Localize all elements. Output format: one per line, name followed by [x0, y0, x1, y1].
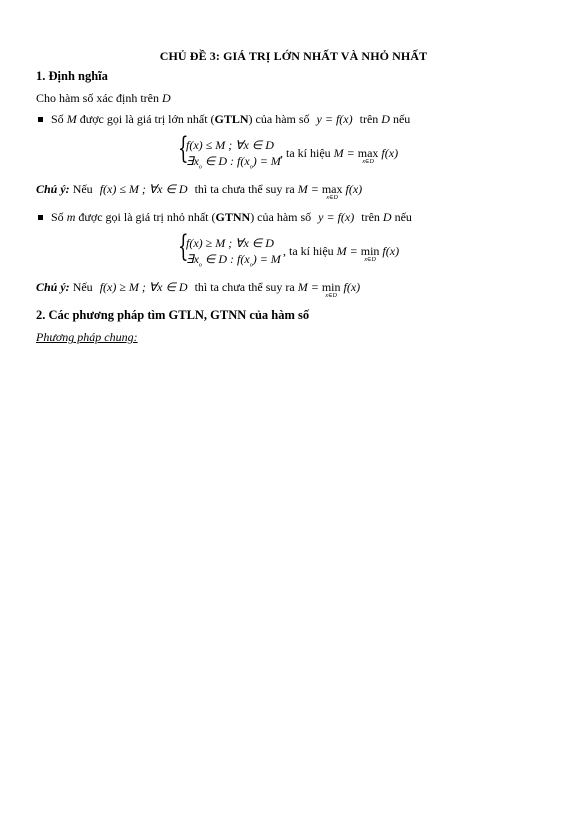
text-segment: được gọi là giá trị nhỏ nhất (	[75, 210, 216, 224]
math-segment: ) = M	[252, 252, 281, 266]
method-label: Phương pháp chung:	[36, 330, 138, 344]
variable-D: D	[382, 210, 392, 224]
operator-limit: x∈D	[364, 257, 376, 263]
text-segment: thì ta chưa thể suy ra	[191, 280, 298, 294]
operator-text: max	[321, 182, 343, 196]
text-segment: nếu	[389, 112, 411, 126]
subscript: o	[249, 262, 253, 269]
condition-expr: f(x) ≥ M ; ∀x ∈ D	[99, 280, 188, 294]
abbr-gtnn: GTNN	[215, 210, 251, 224]
brace-icon: {	[178, 229, 189, 264]
note-min	[36, 280, 361, 299]
subscript: o	[198, 262, 202, 269]
subscript: o	[249, 164, 253, 171]
text-segment: ) của hàm số	[250, 210, 315, 224]
text-segment: Số	[51, 112, 67, 126]
math-segment: M =	[336, 244, 361, 258]
text-segment: , ta kí hiệu	[280, 146, 334, 160]
max-system-line-2	[186, 155, 281, 170]
math-segment: ∃x	[186, 154, 199, 168]
operator-text: max	[357, 146, 379, 160]
min-definition-line	[38, 211, 412, 223]
text-segment: , ta kí hiệu	[283, 244, 337, 258]
text-segment: ) của hàm số	[248, 112, 313, 126]
math-segment: f(x)	[340, 280, 361, 294]
subscript: o	[198, 164, 202, 171]
text-segment: trên	[358, 210, 383, 224]
note-label: Chú ý:	[36, 182, 70, 196]
variable-m: m	[66, 210, 76, 224]
max-operator	[357, 146, 379, 165]
page-title: CHỦ ĐỀ 3: GIÁ TRỊ LỚN NHẤT VÀ NHỎ NHẤT	[159, 49, 428, 63]
section-heading-definition: 1. Định nghĩa	[36, 69, 108, 83]
brace-icon: {	[178, 131, 189, 166]
condition-expr: f(x) ≤ M ; ∀x ∈ D	[99, 182, 188, 196]
text-segment: Số	[51, 210, 67, 224]
text-segment: thì ta chưa thể suy ra	[191, 182, 298, 196]
bullet-icon	[38, 215, 43, 220]
function-expr: y = f(x)	[318, 210, 355, 224]
math-segment: ∃x	[186, 252, 199, 266]
text-segment: nếu	[391, 210, 412, 224]
math-segment: ∈ D : f(x	[201, 154, 250, 168]
intro-line	[36, 92, 171, 104]
min-notation	[283, 244, 400, 263]
operator-limit: x∈D	[326, 195, 338, 201]
math-segment: ) = M	[252, 154, 281, 168]
operator-limit: x∈D	[362, 159, 374, 165]
abbr-gtln: GTLN	[214, 112, 249, 126]
intro-var: D	[161, 91, 171, 105]
min-system-line-2	[186, 253, 281, 268]
math-segment: f(x)	[378, 146, 399, 160]
operator-text: min	[360, 244, 380, 258]
max-notation	[280, 146, 399, 165]
text-segment: trên	[356, 112, 382, 126]
min-operator	[321, 280, 341, 299]
min-operator	[360, 244, 380, 263]
text-segment: Nếu	[69, 182, 96, 196]
math-segment: M =	[297, 280, 322, 294]
variable-M: M	[66, 112, 77, 126]
math-segment: M =	[333, 146, 358, 160]
max-operator	[321, 182, 343, 201]
function-expr: y = f(x)	[316, 112, 353, 126]
max-system-line-1: f(x) ≤ M ; ∀x ∈ D	[186, 138, 274, 152]
note-label: Chú ý:	[36, 280, 70, 294]
operator-limit: x∈D	[325, 293, 337, 299]
text-segment: Nếu	[69, 280, 96, 294]
operator-text: min	[321, 280, 341, 294]
variable-D: D	[381, 112, 390, 126]
min-system-line-1: f(x) ≥ M ; ∀x ∈ D	[186, 236, 274, 250]
bullet-icon	[38, 117, 43, 122]
max-definition-line	[38, 113, 410, 125]
section-heading-methods: 2. Các phương pháp tìm GTLN, GTNN của hàm số	[36, 308, 310, 322]
math-segment: f(x)	[379, 244, 400, 258]
text-segment: được gọi là giá trị lớn nhất (	[76, 112, 215, 126]
math-segment: f(x)	[342, 182, 363, 196]
note-max	[36, 182, 363, 201]
math-segment: ∈ D : f(x	[201, 252, 250, 266]
math-segment: M =	[297, 182, 322, 196]
intro-text: Cho hàm số xác định trên	[36, 91, 162, 105]
